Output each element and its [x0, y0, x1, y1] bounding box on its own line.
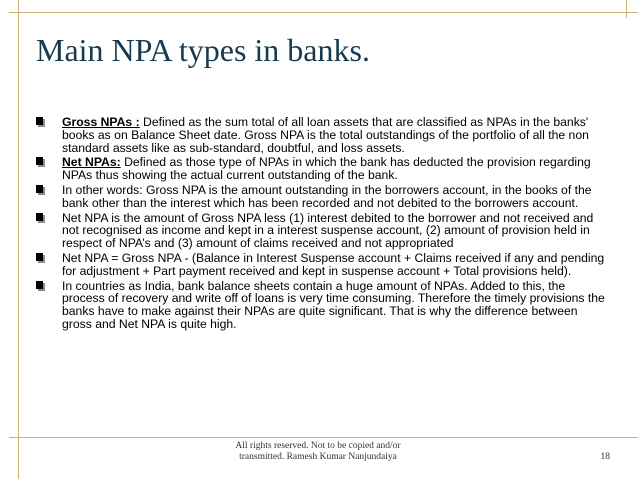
footer-copyright-line-1: All rights reserved. Not to be copied and/or: [235, 441, 401, 451]
bullet-item-india: [36, 280, 610, 331]
bullet-text: Defined as those type of NPAs in which the bank has deducted the provision regarding NPAs thus showing the actual current outstanding of the bank.: [62, 155, 591, 183]
slide-border-left: [18, 0, 19, 479]
square-bullet-icon: [36, 253, 45, 263]
bullet-list: [36, 116, 610, 333]
square-bullet-icon: [36, 117, 45, 127]
footer-copyright: [200, 441, 436, 463]
bullet-item-other-words: [36, 184, 610, 210]
bullet-text: In countries as India, bank balance sheets contain a huge amount of NPAs. Added to this, the process of recovery and write off of loans is very time consuming. Therefore the timely provisions the banks have to make against their NPAs are quite significant. That is why the difference between gross and Net NPA is quite high.: [62, 278, 605, 331]
square-bullet-icon: [36, 157, 45, 167]
bullet-text: Defined as the sum total of all loan assets that are classified as NPAs in the banks' books as on Balance Sheet date. Gross NPA is the total outstandings of the portfolio of all the non standard assets like as sub-standard, doubtful, and loss assets.: [62, 115, 589, 155]
square-bullet-icon: [36, 213, 45, 223]
bullet-item-gross-npas: [36, 116, 610, 154]
footer-copyright-line-2: transmitted. Ramesh Kumar Nanjundaiya: [239, 452, 397, 462]
slide-title: Main NPA types in banks.: [36, 32, 370, 68]
bullet-text: Net NPA = Gross NPA - (Balance in Interest Suspense account + Claims received if any and pending for adjustment + Part payment received and kept in suspense account + Total provisions held).: [62, 250, 605, 278]
bullet-item-net-npa-formula: [36, 252, 610, 278]
slide-border-top: [9, 12, 638, 13]
square-bullet-icon: [36, 185, 45, 195]
bullet-text: In other words: Gross NPA is the amount outstanding in the borrowers account, in the books of the bank other than the interest which has been recorded and not debited to the borrowers account.: [62, 182, 592, 210]
page-number: 18: [600, 452, 610, 462]
square-bullet-icon: [36, 281, 45, 291]
bullet-item-net-npa-amount: [36, 212, 610, 250]
bullet-term: Net NPAs:: [62, 155, 121, 170]
bullet-term: Gross NPAs :: [62, 115, 140, 129]
bullet-text: Net NPA is the amount of Gross NPA less (1) interest debited to the borrower and not received and not recognised as income and kept in a interest suspense account, (2) amount of provision held in respect of NPA’s and (3) amount of claims received and not appropriated: [62, 210, 594, 251]
slide-border-right: [626, 0, 627, 18]
slide-border-bottom: [9, 437, 638, 438]
bullet-item-net-npas: [36, 156, 610, 182]
